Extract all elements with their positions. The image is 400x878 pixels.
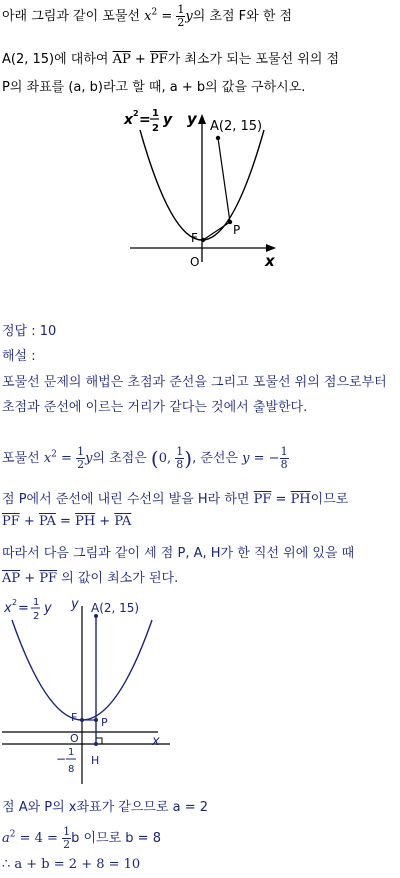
- math-exp: 2: [9, 829, 16, 840]
- eq-exp: 2: [133, 109, 139, 118]
- segment-pf: $\overline{PF}$: [253, 492, 272, 507]
- problem-line-1: [2, 4, 292, 29]
- math-x: x: [144, 9, 152, 24]
- math-exp: 2: [51, 449, 57, 460]
- problem-text: 아래 그림과 같이 포물선: [2, 9, 145, 24]
- x-axis-label: x: [265, 252, 275, 270]
- eq-equals: =: [18, 601, 29, 616]
- solution-heading: 해설 :: [2, 349, 36, 364]
- y-axis-label: y: [187, 110, 197, 128]
- solution-line-4: [2, 488, 348, 507]
- fraction-numerator: 1: [77, 445, 85, 458]
- math-plus: +: [19, 514, 39, 529]
- solution-line-2: [2, 396, 307, 415]
- figure-1-parabola: [110, 100, 290, 275]
- solution-line-1: [2, 371, 387, 390]
- point-p-dot: [228, 220, 232, 224]
- point-f-label: F: [191, 231, 198, 245]
- x-axis-arrow: [266, 244, 276, 252]
- point-a-label: A(2, 15): [91, 601, 140, 615]
- paren-close: ): [184, 446, 193, 471]
- solution-text: b 이므로 b = 8: [71, 831, 161, 846]
- math-eq: =: [55, 514, 76, 529]
- eq-den: 2: [152, 123, 159, 134]
- problem-line-2: [2, 48, 339, 67]
- math-x: x: [43, 451, 52, 466]
- fraction-eighth: [175, 446, 184, 471]
- solution-text: 포물선: [2, 451, 44, 466]
- fraction-denominator: 8: [176, 458, 184, 471]
- segment-ph: $\overline{PH}$: [290, 492, 311, 507]
- segment-pf: $\overline{PF}$: [2, 514, 20, 529]
- point-f-dot: [201, 238, 205, 242]
- math-eq: =: [157, 9, 177, 24]
- problem-text: 의 초점 F와 한 점: [192, 9, 293, 24]
- problem-text: 가 최소가 되는 포물선 위의 점: [167, 52, 340, 67]
- segment-pa: $\overline{PA}$: [38, 514, 56, 529]
- answer-label: 정답 : 10: [2, 324, 57, 339]
- segment-pf: $\overline{PF}$: [149, 52, 168, 67]
- segment-pa: $\overline{PA}$: [114, 514, 132, 529]
- segment-ap: $\overline{AP}$: [112, 52, 131, 67]
- solution-text: 의 초점은: [92, 451, 151, 466]
- answer-line: [2, 320, 56, 339]
- solution-line-5: [2, 514, 131, 529]
- point-p-dot: [94, 718, 98, 722]
- solution-text: 의 값이 최소가 된다.: [57, 571, 179, 586]
- eq-exp: 2: [12, 598, 18, 607]
- point-p-label: P: [101, 716, 108, 729]
- point-a-label: A(2, 15): [210, 119, 263, 134]
- solution-label: [2, 345, 36, 364]
- fraction-half: [76, 446, 85, 471]
- x-axis-label: x: [152, 734, 160, 749]
- solution-line-8: [2, 796, 208, 815]
- directrix-den: 8: [68, 764, 75, 775]
- point-a-dot: [216, 136, 220, 140]
- final-answer: ∴ a + b = 2 + 8 = 10: [2, 857, 141, 872]
- solution-text: 점 A와 P의 x좌표가 같으므로 a = 2: [2, 800, 209, 815]
- solution-line-6: [2, 542, 354, 561]
- solution-text: 초점과 준선에 이르는 거리가 같다는 것에서 출발한다.: [2, 400, 308, 415]
- point-h-label: H: [91, 754, 100, 767]
- figure-2-parabola: [0, 592, 180, 792]
- origin-label: O: [70, 732, 79, 745]
- problem-line-3: [2, 76, 305, 95]
- math-y: y: [185, 9, 193, 24]
- eq-x: x: [4, 601, 12, 616]
- math-eq: =: [56, 451, 77, 466]
- fraction-numerator: 1: [280, 445, 288, 458]
- math-exp: 2: [151, 7, 158, 18]
- y-axis-arrow: [198, 114, 206, 124]
- paren-open: (: [150, 446, 159, 471]
- math-eq: =: [271, 492, 291, 507]
- fraction-denominator: 8: [280, 458, 288, 471]
- solution-text: , 준선은: [192, 451, 243, 466]
- solution-text: 점 P에서 준선에 내린 수선의 발을 H라 하면: [2, 492, 254, 507]
- segment-ap: $\overline{AP}$: [2, 571, 21, 586]
- eq-y: y: [44, 601, 52, 616]
- eq-y: y: [163, 112, 173, 128]
- eq-num: 1: [33, 597, 40, 608]
- eq-x: x: [124, 112, 134, 128]
- math-plus: +: [95, 514, 115, 529]
- fraction-numerator: 1: [176, 445, 184, 458]
- directrix-num: 1: [68, 747, 75, 758]
- solution-line-3: [2, 446, 289, 471]
- fraction-half: [62, 826, 71, 851]
- fraction-denominator: 2: [77, 458, 85, 471]
- point-h-dot: [94, 742, 98, 746]
- math-eq: = 4 =: [15, 831, 63, 846]
- eq-den: 2: [33, 611, 40, 622]
- math-plus: +: [130, 52, 150, 67]
- segment-pf-line: [203, 222, 230, 240]
- solution-line-10: [2, 857, 140, 872]
- problem-text: P의 좌표를 (a, b)라고 할 때, a + b의 값을 구하시오.: [2, 80, 306, 95]
- eq-equals: =: [139, 112, 151, 128]
- solution-text: 이므로: [310, 492, 349, 507]
- fraction-denominator: 2: [63, 838, 71, 851]
- directrix-minus: −: [56, 752, 67, 766]
- math-a: a: [2, 831, 10, 846]
- segment-ph: $\overline{PH}$: [75, 514, 96, 529]
- fraction-denominator: 2: [177, 16, 185, 29]
- solution-text: 따라서 다음 그림과 같이 세 점 P, A, H가 한 직선 위에 있을 때: [2, 546, 355, 561]
- solution-line-9: [2, 826, 161, 851]
- math-y: y: [85, 451, 93, 466]
- origin-label: O: [190, 255, 200, 269]
- eq-num: 1: [152, 108, 159, 119]
- math-plus: +: [20, 571, 40, 586]
- directrix-eq: y = −: [242, 451, 280, 466]
- focus-x: 0,: [158, 451, 176, 466]
- fraction-numerator: 1: [63, 825, 71, 838]
- point-f-label: F: [71, 711, 78, 724]
- problem-text: A(2, 15)에 대하여: [2, 52, 113, 67]
- solution-text: 포물선 문제의 해법은 초점과 준선을 그리고 포물선 위의 점으로부터: [2, 375, 387, 390]
- segment-ap-line: [218, 138, 230, 222]
- fraction-numerator: 1: [177, 3, 185, 16]
- fraction-eighth: [280, 446, 289, 471]
- segment-pf: $\overline{PF}$: [39, 571, 58, 586]
- point-f-dot: [80, 718, 84, 722]
- point-p-label: P: [233, 223, 241, 237]
- solution-line-7: [2, 567, 178, 586]
- y-axis-label: y: [71, 597, 79, 612]
